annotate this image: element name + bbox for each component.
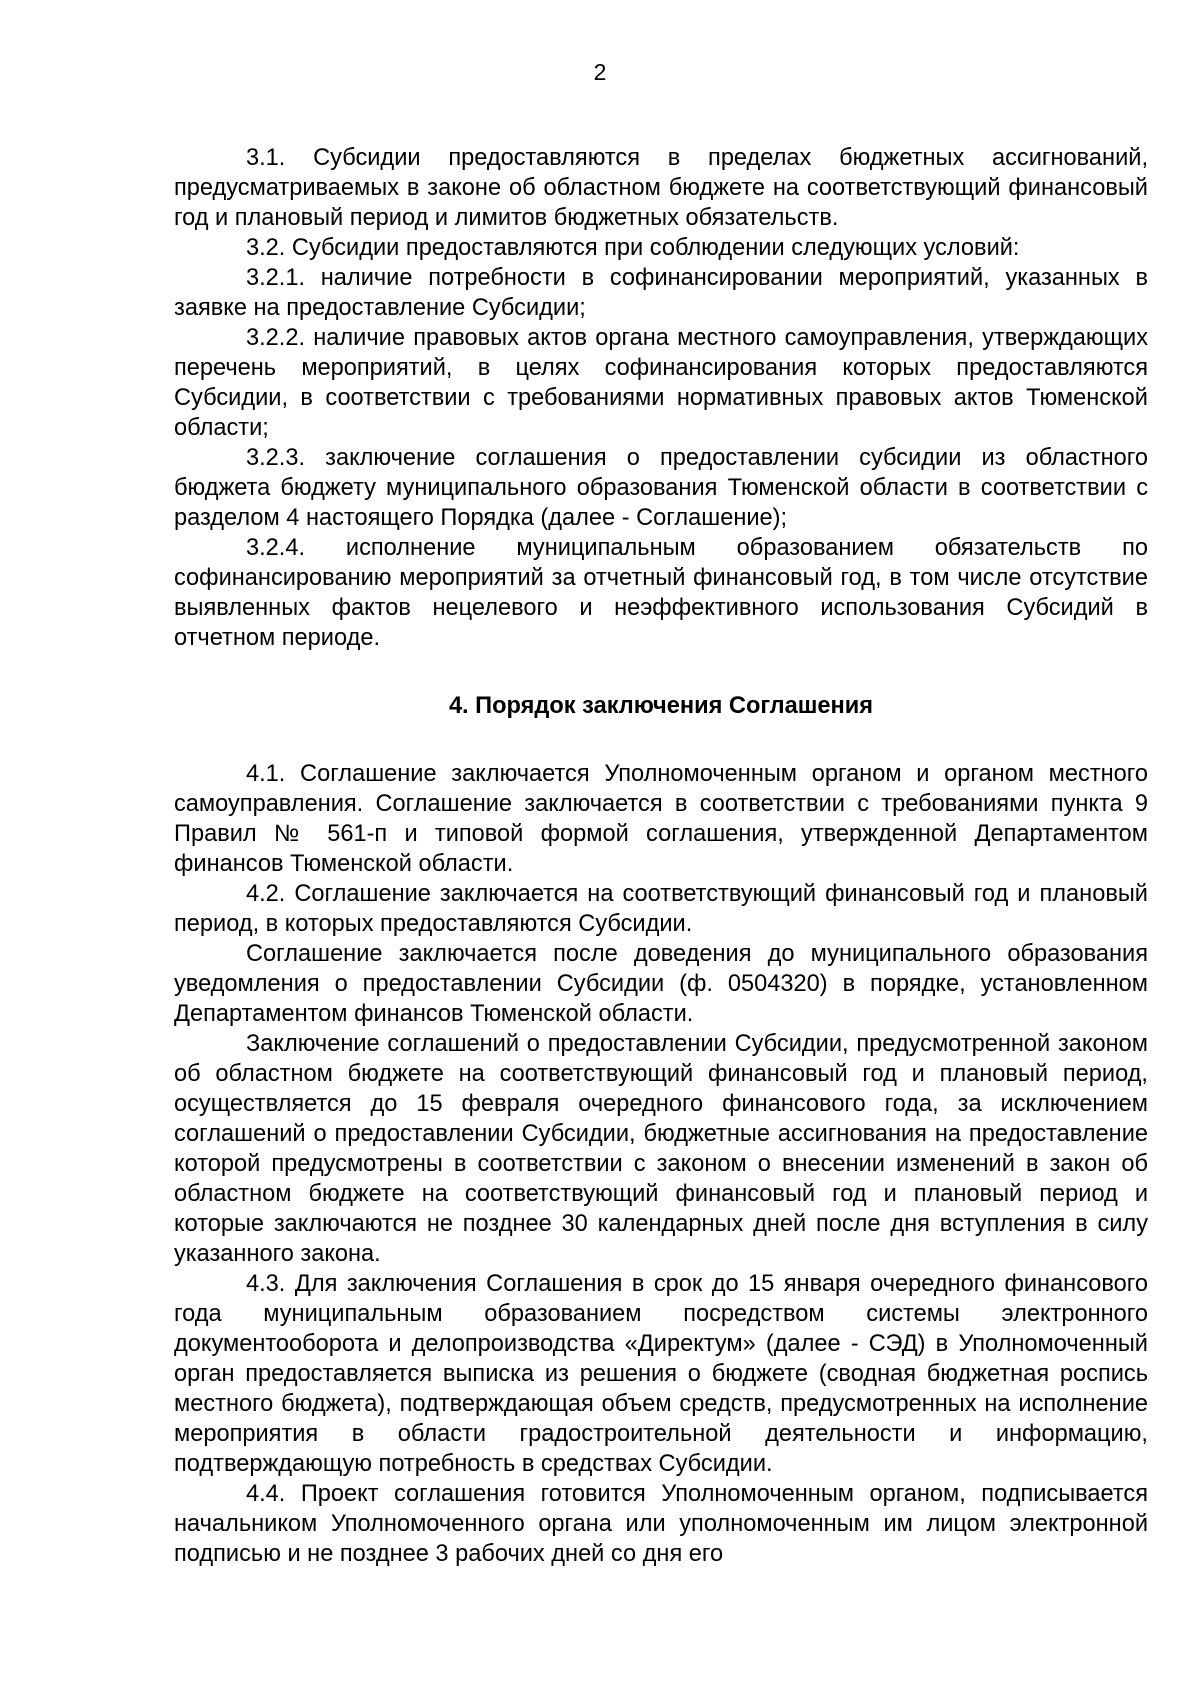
paragraph-3-1: 3.1. Субсидии предоставляются в пределах бюджетных ассигнований, предусматриваемых в законе об областном бюджете на соответствующий финансовый год и плановый период и лимитов бюджетных обязательств. bbox=[174, 145, 1148, 231]
document-body bbox=[174, 143, 1148, 1569]
paragraph-3-2-4: 3.2.4. исполнение муниципальным образованием обязательств по софинансированию мероприятий за отчетный финансовый год, в том числе отсутствие выявленных фактов нецелевого и неэффективного использования Субсидий в отчетном периоде. bbox=[174, 535, 1148, 651]
paragraph-4-2-notice: Соглашение заключается после доведения до муниципального образования уведомления о предоставлении Субсидии (ф. 0504320) в порядке, установленном Департаментом финансов Тюменской области. bbox=[174, 941, 1148, 1027]
paragraph-4-3: 4.3. Для заключения Соглашения в срок до 15 января очередного финансового года муниципальным образованием посредством системы электронного документооборота и делопроизводства «Директум» (далее - СЭД) в Уполномоченный орган предоставляется выписка из решения о бюджете (сводная бюджетная роспись местного бюджета), подтверждающая объем средств, предусмотренных на исполнение мероприятия в области градостроительной деятельности и информацию, подтверждающую потребность в средствах Субсидии. bbox=[174, 1271, 1148, 1477]
page-number: 2 bbox=[593, 59, 607, 85]
paragraph-4-2: 4.2. Соглашение заключается на соответствующий финансовый год и плановый период, в которых предоставляются Субсидии. bbox=[174, 881, 1148, 937]
paragraph-4-1: 4.1. Соглашение заключается Уполномоченным органом и органом местного самоуправления. Соглашение заключается в соответствии с требованиями пункта 9 Правил № 561-п и типовой формой соглашения, утвержденной Департаментом финансов Тюменской области. bbox=[174, 761, 1148, 877]
paragraph-3-2-1: 3.2.1. наличие потребности в софинансировании мероприятий, указанных в заявке на предоставление Субсидии; bbox=[174, 265, 1148, 321]
paragraph-3-2-3: 3.2.3. заключение соглашения о предоставлении субсидии из областного бюджета бюджету муниципального образования Тюменской области в соответствии с разделом 4 настоящего Порядка (далее - Соглашение); bbox=[174, 445, 1148, 531]
paragraph-3-2-2: 3.2.2. наличие правовых актов органа местного самоуправления, утверждающих перечень мероприятий, в целях софинансирования которых предоставляются Субсидии, в соответствии с требованиями нормативных правовых актов Тюменской области; bbox=[174, 325, 1148, 441]
paragraph-4-4: 4.4. Проект соглашения готовится Уполномоченным органом, подписывается начальником Уполномоченного органа или уполномоченным им лицом электронной подписью и не позднее 3 рабочих дней со дня его bbox=[174, 1481, 1148, 1567]
paragraph-3-2: 3.2. Субсидии предоставляются при соблюдении следующих условий: bbox=[246, 235, 1020, 261]
section-heading: 4. Порядок заключения Соглашения bbox=[448, 693, 874, 719]
paragraph-4-2-deadline: Заключение соглашений о предоставлении Субсидии, предусмотренной законом об областном бюджете на соответствующий финансовый год и плановый период, осуществляется до 15 февраля очередного финансового года, за исключением соглашений о предоставлении Субсидии, бюджетные ассигнования на предоставление которой предусмотрены в соответствии с законом о внесении изменений в закон об областном бюджете на соответствующий финансовый год и плановый период и которые заключаются не позднее 30 календарных дней после дня вступления в силу указанного закона. bbox=[174, 1031, 1148, 1267]
